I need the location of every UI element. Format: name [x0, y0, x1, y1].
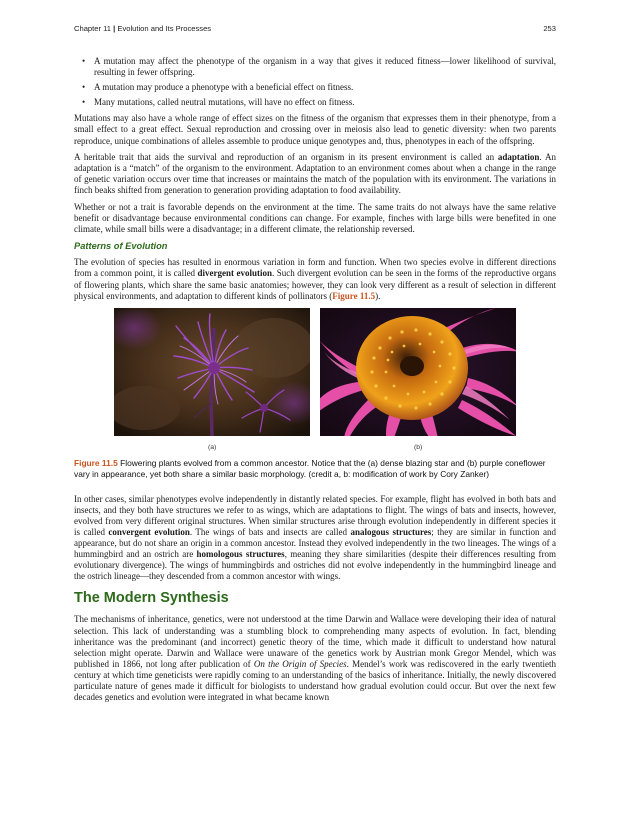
term-analogous-structures: analogous structures	[350, 526, 432, 537]
page-content	[74, 56, 556, 709]
text-span: A heritable trait that aids the survival and reproduction of an organism in its present environment is called an	[74, 152, 498, 163]
text-span: , meaning they share similarities (despite their differences resulting from evolutionary divergence). The wings of hummingbirds and ostriches did not evolve independently in the hummingbird lineage and the ostrich lineage—they descended from a common ancestor with wings.	[74, 549, 556, 582]
list-item	[74, 82, 556, 93]
list-item-text: A mutation may affect the phenotype of the organism in a way that gives it reduced fitness—lower likelihood of survival, resulting in fewer offspring.	[94, 56, 556, 78]
figure-number: Figure 11.5	[74, 457, 118, 468]
list-item	[74, 56, 556, 78]
term-divergent-evolution: divergent evolution	[197, 268, 273, 279]
caption-text: Flowering plants evolved from a common ancestor. Notice that the (a) dense blazing star and (b) purple coneflower vary in appearance, yet both share a similar basic morphology. (credit a, b: modification of work by Cory Zanker)	[74, 457, 546, 479]
text-span: ; they are similar in function and appearance, but do not share an origin in a common ancestor. Instead they evolved independently in the two lineages. The wings of a hummingbird and an ostrich are	[74, 526, 556, 560]
text-span: . Such divergent evolution can be seen in the forms of the reproductive organs of flowering plants, which share the same basic anatomies; however, they can look very different as a result of selection in different physical environments, and adaptation to different kinds of pollinators (	[74, 268, 556, 301]
chapter-label: Chapter 11	[74, 24, 112, 33]
section-heading-modern-synthesis: The Modern Synthesis	[74, 590, 229, 607]
bullet-icon: •	[82, 97, 86, 108]
coneflower-photo	[320, 308, 516, 436]
header-separator: |	[113, 24, 116, 33]
paragraph-divergent-evolution	[74, 257, 556, 301]
text-span: . The wings of bats and insects are called	[189, 526, 351, 537]
bullet-icon: •	[82, 82, 86, 93]
running-head	[74, 24, 211, 33]
figure-link[interactable]: Figure 11.5	[332, 290, 376, 301]
coneflower-illustration	[320, 308, 516, 436]
paragraph-favorable-traits: Whether or not a trait is favorable depends on the environment at the time. The same traits do not always have the same relative benefit or disadvantage because environmental conditions can change. For example, finches with large bills were benefited in one climate, while small bills were a disadvantage; in a different climate, the relationship reversed.	[74, 202, 556, 235]
figure-sublabel-a: (a)	[208, 443, 217, 451]
text-span: . An adaptation is a “match” of the organism to the environment. Adaptation to an environment comes about when a change in the range of genetic variation occurs over time that increases or maintains the match of the population with its environment. The variations in finch beaks shifted from generation to generation providing adaptation to food availability.	[74, 152, 556, 196]
figure-sublabel-b: (b)	[414, 443, 423, 451]
blazing-star-photo	[114, 308, 310, 436]
subheading-patterns-of-evolution: Patterns of Evolution	[74, 241, 168, 252]
text-span: In other cases, similar phenotypes evolve independently in distantly related species. For example, flight has evolved in both bats and insects, and they both have structures we refer to as wings, which are adaptations to flight. The wings of bats and insects, however, evolved from very different original structures. When similar structures arise through evolution independently in different species it is called	[74, 493, 556, 537]
figure-11-5	[74, 308, 556, 458]
text-span: The evolution of species has resulted in enormous variation in form and function. When two species evolve in different directions from a common point, it is called	[74, 257, 556, 279]
mutation-effects-list	[74, 56, 556, 108]
bullet-icon: •	[82, 56, 86, 66]
book-title: On the Origin of Species	[253, 658, 347, 669]
term-convergent-evolution: convergent evolution	[108, 526, 190, 537]
blazing-star-illustration	[114, 308, 310, 436]
page-header	[74, 24, 556, 36]
text-span: ).	[375, 290, 381, 301]
term-homologous-structures: homologous structures	[196, 549, 285, 560]
list-item-text: A mutation may produce a phenotype with a beneficial effect on fitness.	[94, 82, 354, 93]
list-item	[74, 97, 556, 108]
text-span: . Mendel’s work was rediscovered in the early twentieth century at which time geneticists were rapidly coming to an understanding of the basics of inheritance. Initially, the newly discovered particulate nature of genes made it difficult for biologists to understand how gradual evolution could occur. But over the next few decades genetics and evolution were integrated in what became known	[74, 658, 556, 703]
paragraph-mutation-effects: Mutations may also have a whole range of effect sizes on the fitness of the organism that expresses them in their phenotype, from a small effect to a great effect. Sexual reproduction and crossing over in meiosis also lead to genetic diversity: when two parents reproduce, unique combinations of alleles assemble to produce unique genotypes and, thus, phenotypes in each of the offspring.	[74, 113, 556, 146]
figure-caption	[74, 458, 556, 480]
term-adaptation: adaptation	[497, 152, 540, 163]
chapter-title: Evolution and Its Processes	[117, 24, 212, 33]
paragraph-adaptation	[74, 152, 556, 196]
list-item-text: Many mutations, called neutral mutations, will have no effect on fitness.	[94, 97, 355, 108]
text-span: The mechanisms of inheritance, genetics, were not understood at the time Darwin and Wallace were developing their idea of natural selection. This lack of understanding was a stumbling block to comprehending many aspects of evolution. In fact, blending inheritance was the predominant (and incorrect) genetic theory of the time, which made it difficult to understand how natural selection might operate. Darwin and Wallace were unaware of the genetics work by Austrian monk Gregor Mendel, which was published in 1866, not long after publication of	[74, 614, 556, 669]
paragraph-inheritance	[74, 614, 556, 703]
page-number: 253	[543, 24, 556, 33]
paragraph-convergent-evolution	[74, 494, 556, 583]
